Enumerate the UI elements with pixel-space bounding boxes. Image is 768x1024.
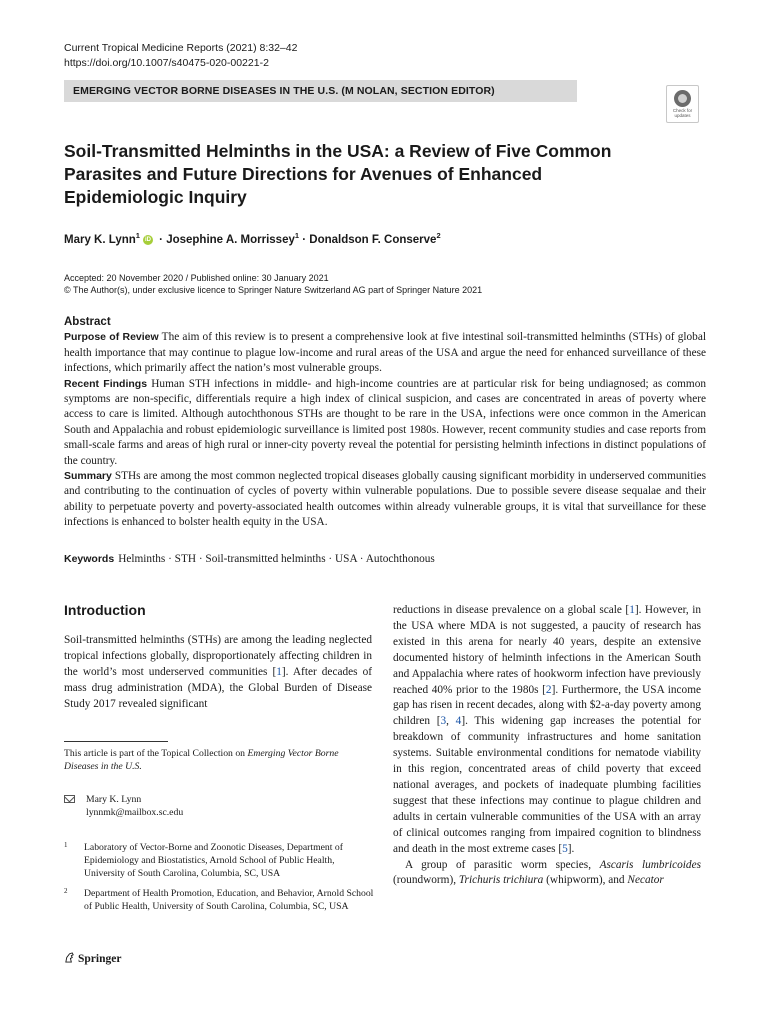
author-affiliation-sup: 1: [294, 231, 300, 240]
abstract-findings: [64, 377, 706, 469]
reference-link[interactable]: 1: [629, 604, 635, 616]
contact-email[interactable]: lynnmk@mailbox.sc.edu: [86, 807, 184, 818]
publisher-name: Springer: [78, 953, 122, 965]
intro-paragraph: [393, 858, 701, 890]
check-updates-label-1: Check for: [672, 108, 693, 113]
copyright-line: © The Author(s), under exclusive licence to Springer Nature Switzerland AG part of Springer Nature 2021: [64, 285, 483, 295]
author-list: [64, 231, 441, 246]
footnote-divider: [64, 741, 168, 742]
text-run: ].: [567, 842, 575, 855]
affiliation-text: Laboratory of Vector-Borne and Zoonotic Diseases, Department of Epidemiology and Biostatistics, Arnold School of Public Health, University of South Carolina, Columbia, SC, USA: [84, 842, 343, 879]
reference-link[interactable]: 3: [440, 715, 447, 728]
text-run: ]. Furthermore, the USA income gap has risen in recent decades, along with $2-a-day poverty among children [: [393, 683, 701, 728]
keywords-text: Helminths · STH · Soil-transmitted helminths · USA · Autochthonous: [118, 553, 435, 565]
abstract: [64, 315, 706, 531]
section-banner: EMERGING VECTOR BORNE DISEASES IN THE U.S. (M NOLAN, SECTION EDITOR): [64, 80, 577, 102]
author-affiliation-sup: 1: [135, 231, 140, 240]
reference-link[interactable]: 2: [545, 683, 552, 696]
envelope-icon: [64, 795, 75, 803]
journal-header: [64, 41, 297, 71]
text-run: (whipworm), and: [543, 874, 628, 887]
summary-text: STHs are among the most common neglected tropical diseases globally causing significant morbidity in underserved communities and contributing to the continuation of cycles of poverty within vulnerable populations. Due to possible severe disease sequalae and their ability to perpetuate poverty and poverty-associated health outcomes within already vulnerable groups, it is vital that surveillance for these infections is enhanced to bolster health equity in the USA.: [64, 470, 707, 529]
purpose-label: Purpose of Review: [64, 331, 159, 344]
check-updates-icon: [674, 90, 691, 107]
affiliation-2: [64, 887, 374, 913]
reference-link[interactable]: 5: [562, 842, 568, 855]
publisher-footer: [64, 952, 121, 965]
collection-name: Emerging Vector Borne Diseases in the U.S.: [64, 748, 339, 772]
species-name: Ascaris lumbricoides: [599, 858, 701, 871]
intro-left-column: [64, 633, 372, 713]
article-title: Soil-Transmitted Helminths in the USA: a Review of Five Common Parasites and Future Directions for Avenues of Enhanced Epidemiologic Inquiry: [64, 141, 612, 207]
keywords-label: Keywords: [64, 553, 115, 565]
purpose-text: The aim of this review is to present a comprehensive look at five intestinal soil-transmitted helminths (STHs) of global health importance that may continue to plague low-income and rural areas of the USA and argue the need for enhanced surveillance of these infections, which primarily affect the nation’s most vulnerable groups.: [64, 331, 706, 375]
text-run: reductions in disease prevalence on a global scale [: [393, 604, 630, 616]
affiliation-number: 2: [64, 887, 68, 895]
introduction-heading: Introduction: [64, 602, 146, 618]
affiliation-1: [64, 841, 374, 880]
accepted-published: Accepted: 20 November 2020 / Published online: 30 January 2021: [64, 273, 329, 283]
abstract-summary: [64, 469, 706, 531]
affiliation-text: Department of Health Promotion, Education, and Behavior, Arnold School of Public Health, University of South Carolina, Columbia, SC, USA: [84, 888, 374, 912]
author-separator: ·: [155, 233, 167, 246]
text-run: ]. After decades of mass drug administration (MDA), the Global Burden of Disease Study 2017 revealed significant: [64, 665, 372, 710]
text-run: ]. However, in the USA where MDA is not suggested, a paucity of research has existed in this arena for nearly 40 years, despite an extensive documented history of helminth infections in the American South and Appalachia where rates of hookworm infection have previously reached 40% prior to the 1980s [: [393, 604, 701, 696]
publication-dates: [64, 272, 482, 296]
abstract-heading: Abstract: [64, 316, 111, 328]
findings-label: Recent Findings: [64, 377, 148, 390]
author-name[interactable]: Josephine A. Morrissey: [166, 233, 295, 246]
topical-collection-note: [64, 747, 374, 773]
summary-label: Summary: [64, 470, 112, 483]
text-run: (roundworm),: [393, 874, 459, 887]
check-for-updates-badge[interactable]: [666, 85, 699, 123]
findings-text: Human STH infections in middle- and high-income countries are at particular risk for being undiagnosed; as common symptoms are non-specific, differentials require a high index of clinical suspicion, and cases are concentrated in areas of poverty where access to care is limited. Although autochthonous STHs are thought to be rare in the USA, infections were once common in the American South and Appalachia and robust epidemiologic surveillance is limited post 1980s. However, recent community studies and case reports from small-scale farms and areas of high rural or inner-city poverty reveal the potential for persisting helminth infections in distinct populations of the country.: [64, 377, 706, 467]
check-updates-label-2: updates: [674, 113, 691, 118]
keywords: [64, 553, 435, 565]
text-run: Soil-transmitted helminths (STHs) are among the leading neglected tropical infections globally, disproportionately affecting children in the world’s most underserved communities [: [64, 634, 372, 678]
text-run: ]. This widening gap increases the potential for breakdown of community infrastructures and home sanitation systems. Suitable environmental conditions for nematode viability in this region, concentrated areas of child poverty that exceed national averages, and pockets of inadequate plumbing facilities suggest that these infections may continue to plague children and adults in certain vulnerable communities of the USA with an array of clinical outcomes ranging from impaired cognition to blindness and death in the most extreme cases [: [393, 715, 701, 855]
text-run: A group of parasitic worm species,: [405, 858, 600, 871]
journal-citation: Current Tropical Medicine Reports (2021) 8:32–42: [64, 42, 298, 54]
author-name[interactable]: Donaldson F. Conserve: [309, 233, 437, 246]
species-name: Necator: [627, 874, 664, 887]
orcid-icon[interactable]: iD: [144, 236, 151, 243]
reference-link[interactable]: 1: [276, 665, 282, 678]
author-separator: ·: [299, 233, 310, 246]
reference-link[interactable]: 4: [455, 715, 462, 728]
abstract-purpose: [64, 330, 706, 376]
springer-horse-icon: [64, 952, 75, 963]
intro-right-column: [393, 603, 701, 889]
corresponding-author: [64, 793, 183, 819]
author-name[interactable]: Mary K. Lynn: [64, 233, 136, 246]
author-affiliation-sup: 2: [436, 231, 441, 240]
intro-paragraph: [393, 603, 701, 858]
text-run: ,: [446, 715, 456, 728]
species-name: Trichuris trichiura: [458, 874, 544, 887]
collection-text: This article is part of the Topical Collection on: [64, 748, 248, 759]
contact-name: Mary K. Lynn: [86, 794, 142, 805]
affiliation-number: 1: [64, 841, 68, 849]
doi-link[interactable]: https://doi.org/10.1007/s40475-020-00221-2: [64, 57, 269, 69]
intro-paragraph: [64, 633, 372, 713]
